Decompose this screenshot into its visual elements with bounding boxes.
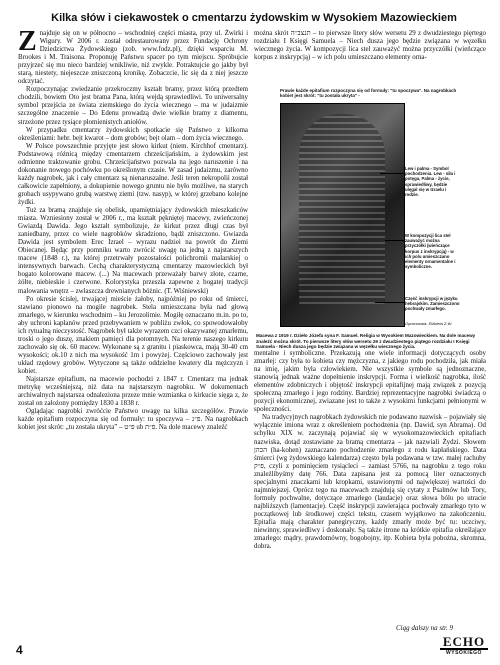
figure-credit: Opracowała: Elżbieta Z.W. <box>405 321 453 326</box>
figure-caption-bottom: Macewa z 1919 r. Dzieło Józefa syna F. Samuel. Religia w Wysokiem Mazowieckiem. Na dole macewy znaleźć można skrót. To pierwsze litery słów wersetu 29 z dwudziestego piątego rozdziału I Księgi Samuela - Niech dusza jego będzie związana w węzełku wiecznego życia. <box>256 333 476 349</box>
page-number: 4 <box>16 643 23 657</box>
annotation-line <box>380 173 404 174</box>
logo-main: ECHO <box>440 635 488 650</box>
logo-sub: WYSOKIEGO <box>446 650 482 656</box>
echo-wysokiego-logo <box>440 635 488 661</box>
paragraph-3: W przypadku cmentarzy żydowskich spotkacie się Państwo z kilkoma określeniami: hebr. bejt kwarot – dom grobów; bejt olam – dom życia wiecznego. <box>18 126 248 142</box>
drop-cap: Z <box>18 26 37 57</box>
continued-note: Ciąg dalszy na str. 9 <box>396 624 453 632</box>
paragraph-right-1: można skrót תנצב״ה – to pierwsze litery słów wersetu 29 z dwudziestego pięrtego rozdziału I Księgi Samuela – Niech dusza jego będzie związana w węzełku wiecznego życia. W kompozycji lica stel zauważyć można przyczółki (wieńczące korpus z inskrypcją) – w ich polu umieszczano elementy orna- <box>254 30 487 62</box>
annotation-line <box>385 240 404 241</box>
macewa-figure <box>280 88 460 335</box>
paragraph-5: Tuż za bramą znajduje się obelisk, upamiętniający żydowskich mieszkańców miasta. Wzniesiony został w 2006 r., ma kształt pękniętej macewy, zwieńczonej Gwiazdą Dawida. Jego kształt symbolizuje, że kirkut przez długi czas był zaniedbany, przez co wiele nagrobków skradziono, bądź zniszczono. Gwiazda Dawida jest symbolem Erec Izrael – wyrazu nadziei na powrót do Ziemi Obiecanej. Będąc przy pomniku warto zwrócić uwagę na jedną z najstarszych macew (1848 r.), na której przetrwały pozostałości polichromii malarskiej o intensywnych barwach. Cechą charakterystyczną cmentarzy mazowieckich był bogato kolorowane macew. (...) Na macewach przeważały barwy złote, czarne, żółte, niebieskie i czerwone. Kolorystyka przeszła zapewne z bogatej tradycji malowania wnętrz – zwłaszcza drewnianych bóżnic. (T. Wiśniewski) <box>18 207 248 295</box>
figure-note-lion-palm: Lew i palma - Symbol pochodzenia. Lew - siła i potęga, Palma - życie, sprawiedliwy, będzie ulęgal się w Izraelu i rodzie. <box>405 166 456 198</box>
article-title: Kilka słów i ciekawostek o cmentarzu żydowskim w Wysokiem Mazowieckiem <box>51 12 457 24</box>
paragraph-7: Najstarsze epitafium, na macewie pochodzi z 1847 r. Cmentarz ma jednak metrykę wcześniejszą, niż data na najstarszym nagrobku. W dokumentach archiwalnych najstarsza odnaleziona przeze mnie wzmianka o kirkucie sięga z, że został on założony pomiędzy 1830 a 1838 r. <box>18 376 248 408</box>
paragraph-6: Po okresie ścisłej, trwającej mieście żałoby, najpóźniej po roku od śmierci, stawiano pionowo na mogile nagrobek. Stela umieszczana była nad głową zmarłego, w kierunku wschodnim – ku Jerozolimie. Mogiłę oznaczano m.in. po to, aby uchroni kapłanów przed przebywaniem w pobliżu zwłok, co spowodowałoby ich rytualną nieczystość. Nagrobek był także wyrazem czci okazywanej zmarłemu, troski o jego duszę, znakiem pamięci dla potomnych. Na terenie naszego kirkutu zachowało się ok. 60 macew. Wykonane są z granitu i piaskowca, mają 30-40 cm wysokości; ok.10 z nich ma wysokość 1m i powyżej. Częściowo zachowały jest układ rzędowy grobów. Wytyczone są także oddzielne kwatery dla mężczyzn i kobiet. <box>18 295 248 375</box>
paragraph-8: Oglądając nagrobki zwróćcie Państwo uwagę na kilka szczegółów. Prawie każde epitafium rozpoczyna się od formuły: tu spoczywa – פ״נ. Na nagrobkach kobiet jest skrót: „tu została ukryta” – פ״ט ub פ״ת. Na dole macewy znaleźć <box>18 408 248 432</box>
paragraph-4: W Polsce powszechnie przyjęte jest słowo kirkut (niem. Kirchhof cmentarz). Podstawową różnicą między cmentarzem chrześcijańskim, a żydowskim jest odmienne traktowanie grobu. Chrześcijaństwo pozwala na jego naruszenie i na dokonanie nowego pochówku po określonym czasie. W zasad judaizmu, zarówno każdy nagrobek, jak i cały cmentarz są nienaruszalne. Jeśli teren nekropolii został całkowicie zapełniony, a dokupienie nowego gruntu nie było możliwe, na starych grobach usypywano grubą warstwę ziemi (tzw. nasyp), w której grzebano kolejne żydki. <box>18 142 248 206</box>
macewa-photo <box>280 103 405 327</box>
left-column <box>18 26 248 432</box>
right-column-bottom <box>254 350 486 551</box>
figure-note-ornaments: W kompozycji lica stel zauważyć można przyczółki (wieńczące korpus z inskrypcją) - w ich polu umieszczano elementy ornamentalne i symboliczne. <box>405 233 456 270</box>
paragraph-1: Znajduje się on w północno – wschodniej części miasta, przy ul. Żwirki i Wigury. W 2006 r. został odrestaurowany przez Fundację Ochrony Dziedzictwa Żydowskiego (zob. www.fodz.pl), dzięki wsparciu M. Brookes i M. Traisona. Proponuję Państwu spacer po tym miejscu. Spróbujcie przyjrzeć się mu nieco bardziej wnikliwie, niż zwykle. Potraktujcie go jakby był starą, niestety, niejeszcze zniszczoną kronikę. Zobaczcie, lic się da z niej jeszcze odczytać. <box>18 26 248 86</box>
figure-caption-top: Prawie każde epitafium rozpoczyna się od formuły: "tu spoczywa". Na nagrobkach kobiet jest skrót: "tu została ukryta" - <box>280 88 457 99</box>
annotation-line <box>375 302 404 303</box>
right-column-top <box>254 30 486 62</box>
paragraph-2: Rozpoczynając zwiedzanie przekroczmy kształt bramy, przez którą przedtem chodzili, bowiem Oto jest brama Pana, którą wejdą sprawiedliwi. To uniwersalny symbol przejścia ze świata ziemskiego do życia wiecznego – ma w judaizmie szczególne znaczenie – Do Edenu prowadzą dwie wielkie bramy z diamentu, strzeżone przez tysiące płomienistych aniołów. <box>18 86 248 126</box>
paragraph-right-3: Na tradycyjnych nagrobkach żydowskich nie podawano nazwisk – pojawiały się wyłącznie imiona wraz z określeniem pochodzenia (np. Dawid, syn Abrama). Od schyłku XIX w. zaczynają pojawiać się w wysokomazowieckich epitafiach nazwiska, dotąd zostawiane za bramą cmentarza – jak nazwiali Żydzi. Słowem הכהן (ha-kohen) zaznaczano pochodzenie zmarłego z rodu kapłańskiego. Data śmierci (wg żydowskiego kalendarza) często była podawana w tzw. małej rachuby פ״ק, czyli z pominięciem tysiącleci – zamiast 5766, na nagrobku z tego roku znaleźlibyśmy datę 766. Data zapisana jest za pomocą liter oznaczonych specjalnymi znaczkami lub kropkami, ustawionymi od największej wartości do najmniejszej. Oprócz tego na macewach znajdują się cytaty z Psalmów lub Tory, formuły pochwalne, dotyczące zmarłego (laudacje) oraz słowa bólu po utracie najbliższych (lamentacje). Część inskrypcji zawierająca pochwały zmarłego tyto w początkowej lub środkowej części tekstu, czasem wyjątkowo na zakończeniu. Epitafia mają charakter panegiryczny, każdy zmarły może być tu: uczciwy, niewinny, sprawiedliwy i doskonały. Są także itrone na krótkie epitafia określające zmarłego: mądry, prawdomówny, bogobojny, itp. Kobieta była pobożna, skromna, dobra. <box>254 414 486 551</box>
figure-note-inscription: Część inskrypcji w języku hebrajskim. Zamieszczono pochwały zmarłego. <box>405 296 460 312</box>
paragraph-right-2: mentalne i symboliczne. Przekazują one wiele informacji dotyczących osoby zmarłej: czy była to kobieta czy mężczyzna, z jakiego rodu pochodziła, jak miała na imię, jakim była człowiekiem. Nie wszystkie symbole są jednoznaczne, stanowią jednak ważne dopełnienie inskrypcji. Forma i wielkość nagrobka, ilość elementów zdobniczych i objętość inskrypcji epitafijnej mają związek z pozycją społeczną zmarłego i jego rodziny. Bardziej reprezentacyjne nagrobki świadczą o pozycji ekonomicznej, zwiazane jest to także z wysokimi funkcjami pełnionymi w społeczności. <box>254 350 486 414</box>
